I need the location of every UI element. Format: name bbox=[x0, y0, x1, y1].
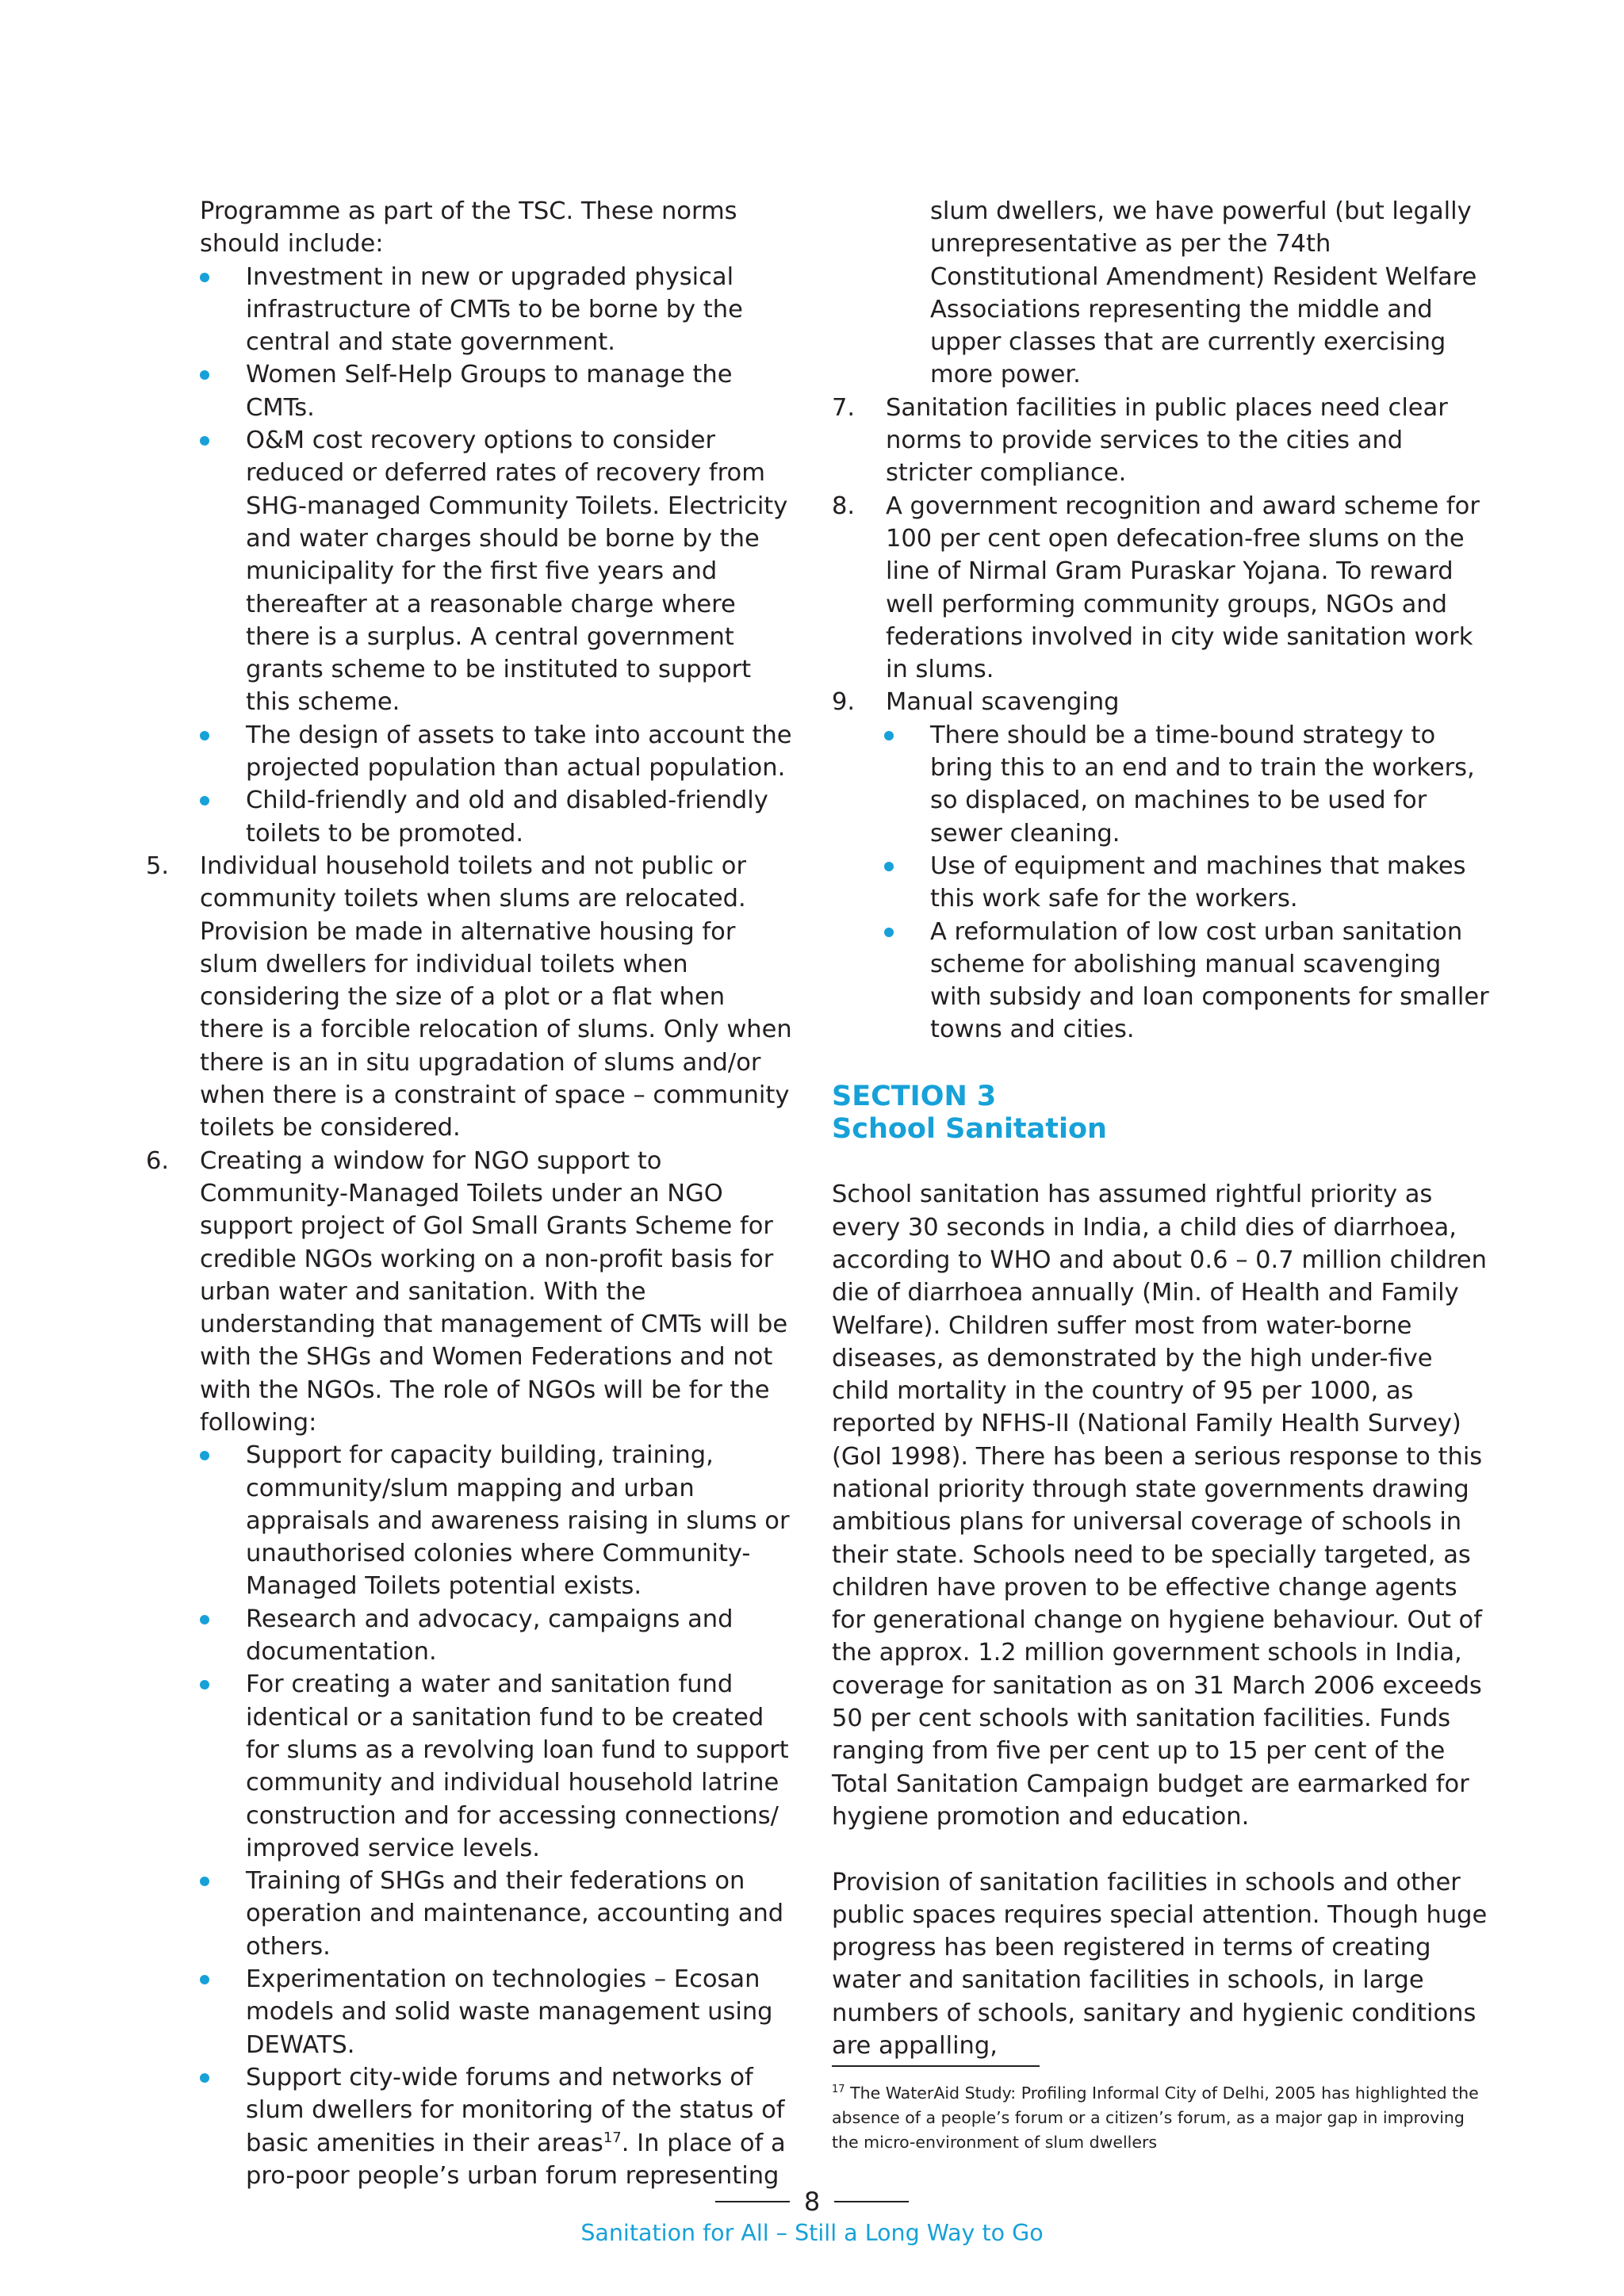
numbered-item-6 bbox=[146, 1145, 796, 1440]
continued-bullet-text: slum dwellers, we have powerful (but legally unrepresentative as per the 74th Constitutional Amendment) Resident Welfare Associations representing the middle and upper classes that are currently exercising more power. bbox=[930, 197, 1477, 389]
item-text: Creating a window for NGO support to Community-Managed Toilets under an NGO support project of GoI Small Grants Scheme for credible NGOs working on a non-profit basis for urban water and sanitation. With the understanding that management of CMTs will be with the SHGs and Women Federations and not with the NGOs. The role of NGOs will be for the following: bbox=[200, 1146, 788, 1437]
left-column bbox=[146, 195, 796, 2192]
list-item: There should be a time-bound strategy to bring this to an end and to train the workers, so displaced, on machines to be used for sewer cleaning. bbox=[832, 719, 1490, 850]
page-number-rule-left bbox=[715, 2201, 790, 2202]
bullet-icon bbox=[200, 731, 209, 740]
page-number-row bbox=[0, 2182, 1624, 2221]
item-number: 9. bbox=[832, 688, 856, 717]
item-number: 8. bbox=[832, 492, 856, 520]
bullet-icon bbox=[200, 2073, 209, 2083]
bullet-icon bbox=[200, 273, 209, 282]
section-title: School Sanitation bbox=[832, 1113, 1107, 1146]
numbered-item-5 bbox=[146, 850, 796, 1145]
intro-paragraph: Programme as part of the TSC. These norms should include: bbox=[200, 197, 737, 258]
list-item: The design of assets to take into account the projected population than actual population. bbox=[146, 719, 796, 785]
item-number: 5. bbox=[146, 851, 170, 880]
page-number-rule-right bbox=[834, 2201, 909, 2202]
numbered-item-7 bbox=[832, 392, 1490, 490]
bullet-text: Support city-wide forums and networks of slum dwellers for monitoring of the status of basic amenities in their areas bbox=[246, 2063, 785, 2157]
list-item: For creating a water and sanitation fund identical or a sanitation fund to be created for slums as a revolving loan fund to support community and individual household latrine construction and for accessing connections/ improved service levels. bbox=[146, 1668, 796, 1865]
footnote-text: The WaterAid Study: Profiling Informal City of Delhi, 2005 has highlighted the absence of a people’s forum or a citizen’s forum, as a major gap in improving the micro-environment of slum dwellers bbox=[832, 2084, 1479, 2152]
bullet-icon bbox=[200, 436, 209, 446]
numbered-item-9 bbox=[832, 686, 1490, 718]
bullet-icon bbox=[884, 862, 894, 871]
footnote-divider bbox=[832, 2065, 1040, 2067]
list-item: Investment in new or upgraded physical infrastructure of CMTs to be borne by the central and state government. bbox=[146, 261, 796, 359]
list-item: O&M cost recovery options to consider reduced or deferred rates of recovery from SHG-managed Community Toilets. Electricity and water charges should be borne by the municipality for the first five years and thereafter at a reasonable charge where there is a surplus. A central government grants scheme to be instituted to support this scheme. bbox=[146, 424, 796, 719]
running-footer-title: Sanitation for All – Still a Long Way to Go bbox=[580, 2220, 1044, 2246]
item-text: A government recognition and award scheme for 100 per cent open defecation-free slums on the line of Nirmal Gram Puraskar Yojana. To reward well performing community groups, NGOs and federations involved in city wide sanitation work in slums. bbox=[886, 492, 1480, 684]
list-item: Use of equipment and machines that makes this work safe for the workers. bbox=[832, 850, 1490, 916]
list-item: Support for capacity building, training, community/slum mapping and urban appraisals and awareness raising in slums or unauthorised colonies where Community-Managed Toilets potential exists. bbox=[146, 1439, 796, 1602]
section-label: SECTION 3 bbox=[832, 1080, 997, 1112]
section-heading bbox=[832, 1081, 1490, 1146]
list-item: A reformulation of low cost urban sanitation scheme for abolishing manual scavenging with subsidy and loan components for smaller towns and cities. bbox=[832, 916, 1490, 1047]
footnote-marker: 17 bbox=[832, 2084, 845, 2096]
bullet-icon bbox=[200, 1615, 209, 1624]
ngo-role-bullet-list bbox=[146, 1439, 796, 2192]
bullet-icon bbox=[884, 928, 894, 937]
list-item: Experimentation on technologies – Ecosan models and solid waste management using DEWATS. bbox=[146, 1963, 796, 2061]
norms-bullet-list bbox=[146, 261, 796, 850]
scavenging-bullet-list bbox=[832, 719, 1490, 1047]
body-paragraph: Provision of sanitation facilities in schools and other public spaces requires special attention. Though huge progress has been registered in terms of creating water and sanitation facilities in schools, in large numbers of schools, sanitary and hygienic conditions are appalling, bbox=[832, 1868, 1488, 2061]
footnote bbox=[832, 2081, 1482, 2155]
item-text: Manual scavenging bbox=[886, 688, 1120, 717]
body-paragraph: School sanitation has assumed rightful priority as every 30 seconds in India, a child dies of diarrhoea, according to WHO and about 0.6 – 0.7 million children die of diarrhoea annually (Min. of Health and Family Welfare). Children suffer most from water-borne diseases, as demonstrated by the high under-five child mortality in the country of 95 per 1000, as reported by NFHS-II (National Family Health Survey) (GoI 1998). There has been a serious response to this national priority through state governments drawing ambitious plans for universal coverage of schools in their state. Schools need to be specially targeted, as children have proven to be effective change agents for generational change on hygiene behaviour. Out of the approx. 1.2 million government schools in India, coverage for sanitation as on 31 March 2006 exceeds 50 per cent schools with sanitation facilities. Funds ranging from five per cent up to 15 per cent of the Total Sanitation Campaign budget are earmarked for hygiene promotion and education. bbox=[832, 1181, 1488, 1831]
bullet-icon bbox=[884, 731, 894, 740]
numbered-item-8 bbox=[832, 490, 1490, 687]
item-number: 7. bbox=[832, 393, 856, 422]
right-column bbox=[832, 195, 1490, 2062]
page-number: 8 bbox=[803, 2187, 821, 2217]
list-item: Training of SHGs and their federations on operation and maintenance, accounting and others. bbox=[146, 1865, 796, 1963]
list-item: Child-friendly and old and disabled-friendly toilets to be promoted. bbox=[146, 784, 796, 850]
list-item bbox=[146, 2061, 796, 2192]
list-item: Research and advocacy, campaigns and documentation. bbox=[146, 1603, 796, 1669]
item-number: 6. bbox=[146, 1146, 170, 1175]
footnote-reference: 17 bbox=[603, 2129, 622, 2146]
bullet-icon bbox=[200, 1975, 209, 1984]
item-text: Sanitation facilities in public places need clear norms to provide services to the cities and stricter compliance. bbox=[886, 393, 1448, 488]
list-item: Women Self-Help Groups to manage the CMTs. bbox=[146, 358, 796, 424]
item-text: Individual household toilets and not public or community toilets when slums are relocated. Provision be made in alternative housing for slum dwellers for individual toilets when considering the size of a plot or a flat when there is a forcible relocation of slums. Only when there is an in situ upgradation of slums and/or when there is a constraint of space – community toilets be considered. bbox=[200, 851, 792, 1142]
bullet-text-continued: . In place of a pro-poor people’s urban forum representing bbox=[246, 2129, 786, 2190]
